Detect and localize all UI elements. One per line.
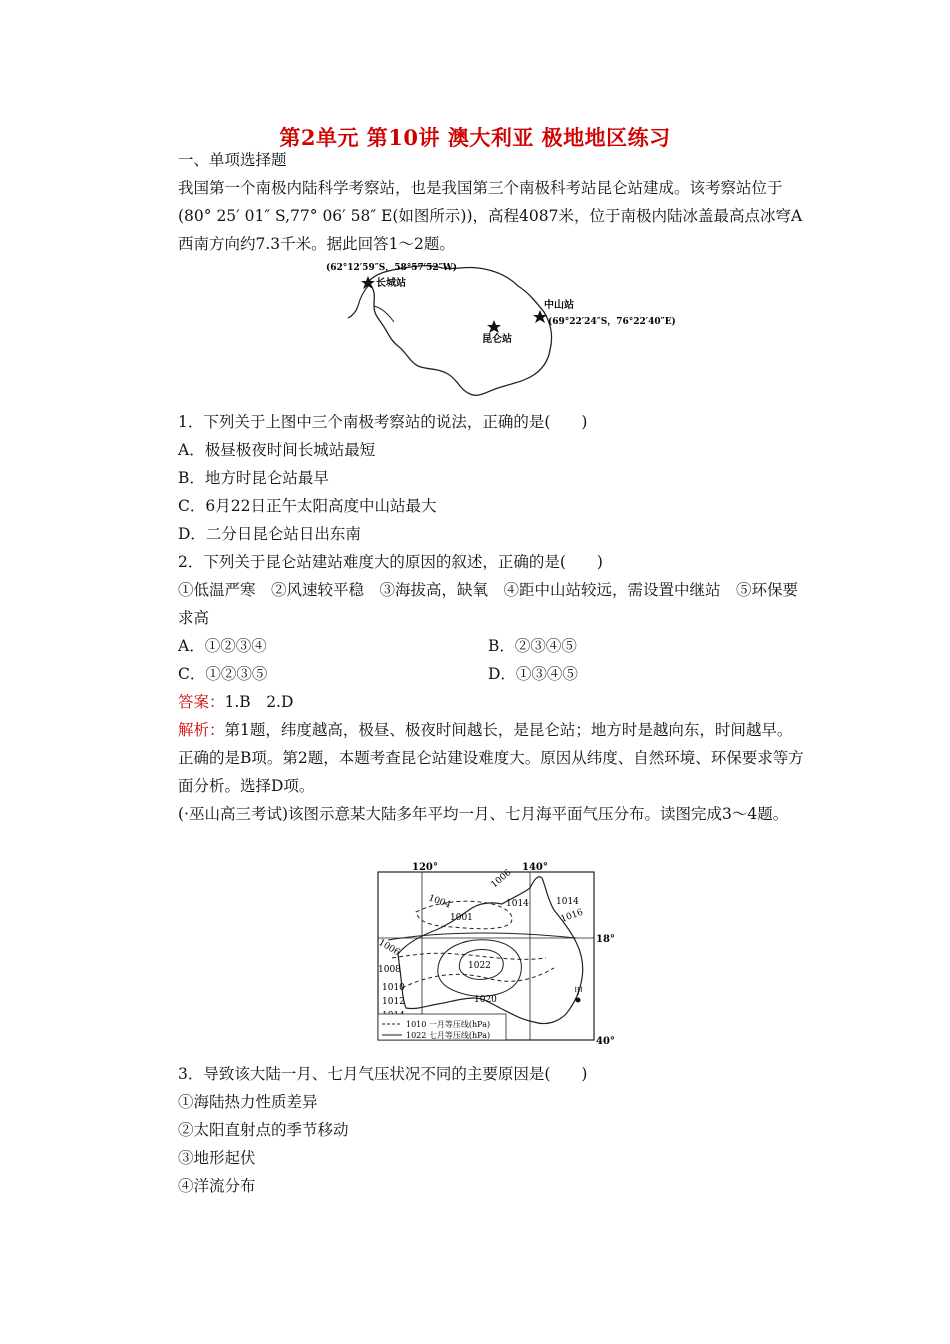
intro-paragraph-2: (·巫山高三考试)该图示意某大陆多年平均一月、七月海平面气压分布。读图完成3～4题。 bbox=[178, 805, 789, 823]
q3-option-1: ①海陆热力性质差异 bbox=[178, 1093, 318, 1111]
lon-140-label: 140° bbox=[522, 862, 548, 873]
iso-label-1006a: 1006 bbox=[489, 867, 514, 891]
iso-label-1001: 1001 bbox=[450, 913, 473, 923]
q1-option-a: A．极昼极夜时间长城站最短 bbox=[178, 441, 376, 459]
q3-option-2: ②太阳直射点的季节移动 bbox=[178, 1121, 349, 1139]
iso-label-1010: 1010 bbox=[382, 983, 405, 993]
analysis-paragraph bbox=[178, 716, 806, 800]
iso-label-1016: 1016 bbox=[559, 907, 585, 925]
zhongshan-coord: (69°22′24″S，76°22′40″E) bbox=[548, 317, 676, 327]
q2-option-c: C．①②③⑤ bbox=[178, 665, 268, 683]
iso-label-1014a: 1014 bbox=[506, 899, 529, 909]
legend-jan-label: 1010 一月等压线(hPa) bbox=[406, 1020, 491, 1029]
q1-option-c: C．6月22日正午太阳高度中山站最大 bbox=[178, 497, 437, 515]
q2-stem: 2．下列关于昆仑站建站难度大的原因的叙述，正确的是( ) bbox=[178, 553, 603, 571]
q3-stem: 3．导致该大陆一月、七月气压状况不同的主要原因是( ) bbox=[178, 1065, 588, 1083]
jia-label: 甲 bbox=[574, 987, 584, 997]
lat-18-label: 18° bbox=[596, 934, 615, 945]
iso-label-1022: 1022 bbox=[468, 961, 491, 971]
answer-text: 1.B 2.D bbox=[224, 693, 294, 711]
q2-option-b: B．②③④⑤ bbox=[488, 637, 577, 655]
zhongshan-star-icon bbox=[533, 310, 547, 323]
q3-option-3: ③地形起伏 bbox=[178, 1149, 256, 1167]
q1-stem: 1．下列关于上图中三个南极考察站的说法，正确的是( ) bbox=[178, 413, 588, 431]
changcheng-label: 长城站 bbox=[376, 278, 406, 289]
analysis-text: 第1题，纬度越高，极昼、极夜时间越长，是昆仑站；地方时是越向东，时间越早。正确的是B项。第2题，本题考查昆仑站建设难度大。原因从纬度、自然环境、环保要求等方面分析。选择D项。 bbox=[178, 721, 804, 795]
peninsula bbox=[348, 284, 370, 318]
jan-isobar-c bbox=[402, 968, 554, 988]
q2-option-d: D．①③④⑤ bbox=[488, 665, 578, 683]
section-heading: 一、单项选择题 bbox=[178, 151, 287, 169]
iso-label-1012: 1012 bbox=[382, 997, 405, 1007]
iso-label-1008: 1008 bbox=[378, 965, 401, 975]
kunlun-label: 昆仑站 bbox=[482, 334, 512, 345]
legend-jul-label: 1022 七月等压线(hPa) bbox=[406, 1031, 491, 1040]
zhongshan-label: 中山站 bbox=[544, 300, 574, 311]
australia-isobar-map bbox=[376, 858, 616, 1048]
lat-40-label: 40° bbox=[596, 1036, 615, 1047]
q1-option-b: B．地方时昆仑站最早 bbox=[178, 469, 329, 487]
answer-label: 答案： bbox=[178, 693, 225, 711]
changcheng-coord: (62°12′59″S，58°57′52″W) bbox=[326, 263, 458, 273]
iso-label-1014b: 1014 bbox=[556, 897, 579, 907]
iso-label-1006b: 1006 bbox=[376, 937, 402, 959]
jan-isobar-b bbox=[392, 953, 546, 959]
iso-label-1020: 1020 bbox=[474, 995, 497, 1005]
q2-options-text: ①低温严寒 ②风速较平稳 ③海拔高，缺氧 ④距中山站较远，需设置中继站 ⑤环保要求高 bbox=[178, 581, 799, 627]
jia-point-icon bbox=[576, 998, 581, 1003]
q3-option-4: ④洋流分布 bbox=[178, 1177, 256, 1195]
answer-line bbox=[178, 688, 293, 716]
q1-option-d: D．二分日昆仑站日出东南 bbox=[178, 525, 361, 543]
q2-option-a: A．①②③④ bbox=[178, 637, 267, 655]
kunlun-star-icon bbox=[487, 320, 501, 333]
iso-label-1004: 1004 bbox=[426, 893, 452, 911]
coast-detail bbox=[374, 306, 394, 322]
antarctica-map bbox=[318, 262, 676, 402]
lon-120-label: 120° bbox=[412, 862, 438, 873]
analysis-label: 解析： bbox=[178, 721, 225, 739]
intro-1-text: 我国第一个南极内陆科学考察站，也是我国第三个南极科考站昆仑站建成。该考察站位于(80° 25′ 01″ S,77° 06′ 58″ E(如图所示))，高程4087米，位于南极内陆冰盖最高点冰穹A西南方向约7.3千米。据此回答1～2题。 bbox=[178, 179, 803, 253]
intro-paragraph-1 bbox=[178, 174, 806, 258]
page-title: 第2单元 第10讲 澳大利亚 极地地区练习 bbox=[279, 125, 671, 150]
